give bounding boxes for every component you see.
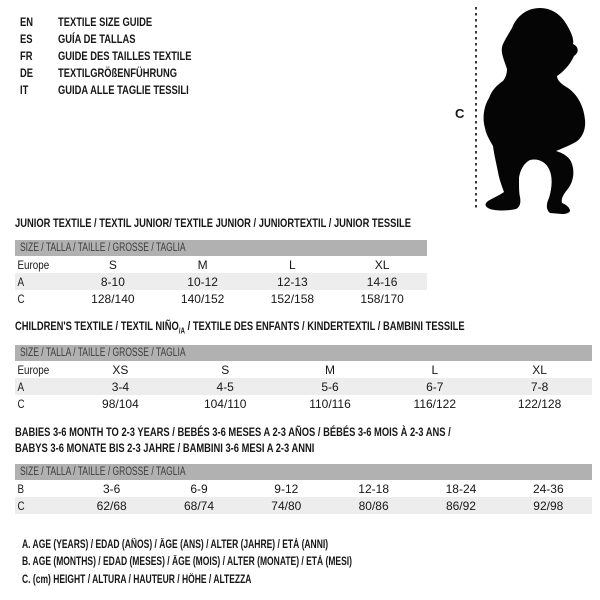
- row-label: A: [17, 379, 25, 394]
- size-cell: S: [221, 362, 230, 377]
- size-cell: 3-4: [111, 379, 130, 394]
- size-cell: 152/158: [270, 291, 315, 306]
- size-cell: S: [108, 257, 117, 272]
- size-cell: 14-16: [366, 274, 398, 289]
- size-cell: 7-8: [530, 379, 549, 394]
- row-label: Europe: [17, 257, 50, 272]
- lang-title: TEXTILE SIZE GUIDE: [58, 14, 153, 29]
- footnote-b-text: B. AGE (MONTHS) / EDAD (MESES) / ÂGE (MOIS) / ALTER (MONATE) / ETÀ (MESI): [22, 556, 352, 569]
- table-row: [15, 395, 592, 412]
- table-header: [15, 345, 592, 361]
- children-title-text: [15, 319, 465, 335]
- size-cell: 140/152: [180, 291, 225, 306]
- footnote-a: [22, 536, 468, 554]
- size-header-label: SIZE / TALLA / TAILLE / GRÖSSE / TAGLIA: [20, 242, 186, 254]
- row-label: C: [17, 498, 25, 513]
- lang-code: [20, 83, 58, 97]
- size-cell: 18-24: [445, 481, 477, 496]
- size-cell: 24-36: [532, 481, 564, 496]
- size-cell: 98/104: [102, 396, 139, 411]
- size-header-label: SIZE / TALLA / TAILLE / GRÖSSE / TAGLIA: [20, 466, 186, 478]
- children-size-table: [15, 345, 592, 412]
- table-row: [15, 361, 592, 378]
- size-figure: [450, 0, 600, 216]
- language-title-list: [20, 13, 229, 98]
- lang-row-en: [20, 13, 229, 30]
- size-cell: 74/80: [271, 498, 302, 513]
- size-cell: 122/128: [517, 396, 562, 411]
- size-cell: 116/122: [413, 396, 457, 411]
- children-title-post: / TEXTILE DES ENFANTS / KINDERTEXTIL / BAMBINI TESSILE: [185, 319, 465, 333]
- row-label: B: [17, 481, 25, 496]
- children-title-sub: /A: [178, 326, 186, 336]
- children-section-title: [15, 319, 591, 335]
- table-header: [15, 240, 427, 256]
- lang-title: GUIDE DES TAILLES TEXTILE: [58, 48, 192, 63]
- table-row: [15, 273, 427, 290]
- footnote-b: [22, 554, 468, 572]
- size-cell: 110/116: [309, 396, 351, 411]
- row-label: Europe: [17, 362, 50, 377]
- size-cell: 9-12: [274, 481, 299, 496]
- lang-row-fr: [20, 47, 229, 64]
- babies-title-line1: BABIES 3-6 MONTH TO 2-3 YEARS / BEBÉS 3-6 MESES A 2-3 AÑOS / BÉBÉS 3-6 MOIS À 2-3 ANS /: [15, 425, 451, 439]
- size-cell: M: [197, 257, 208, 272]
- table-row: [15, 497, 592, 514]
- lang-code-text: IT: [20, 82, 29, 97]
- lang-code-text: ES: [20, 31, 33, 46]
- size-cell: 104/110: [203, 396, 247, 411]
- size-cell: L: [289, 257, 296, 272]
- children-title-pre: CHILDREN'S TEXTILE / TEXTIL NIÑO: [15, 319, 179, 333]
- table-row: [15, 378, 592, 395]
- lang-code: [20, 49, 58, 63]
- footnote-a-text: A. AGE (YEARS) / EDAD (AÑOS) / ÂGE (ANS) / ALTER (JAHRE) / ETÀ (ANNI): [22, 538, 329, 551]
- junior-section-title: [15, 216, 523, 230]
- height-measure-label: C: [455, 106, 465, 121]
- size-cell: XL: [374, 257, 390, 272]
- lang-row-de: [20, 64, 229, 81]
- row-label: C: [17, 291, 25, 306]
- footnote-c: [22, 571, 468, 589]
- row-label: A: [17, 274, 25, 289]
- size-cell: L: [431, 362, 439, 377]
- size-cell: 128/140: [91, 291, 135, 306]
- size-cell: 86/92: [445, 498, 476, 513]
- size-cell: 62/68: [96, 498, 127, 513]
- table-header: [15, 464, 592, 480]
- size-cell: 8-10: [100, 274, 125, 289]
- lang-code: [20, 66, 58, 80]
- junior-size-table: [15, 240, 427, 307]
- size-cell: XS: [112, 362, 129, 377]
- lang-title: TEXTILGRÖßENFÜHRUNG: [58, 65, 178, 80]
- size-cell: 12-18: [358, 481, 389, 496]
- size-cell: 6-9: [190, 481, 208, 496]
- babies-title-line2: BABYS 3-6 MONATE BIS 2-3 JAHRE / BAMBINI 3-6 MESI A 2-3 ANNI: [15, 441, 315, 455]
- lang-code-text: DE: [20, 65, 34, 80]
- lang-title: GUIDA ALLE TAGLIE TESSILI: [58, 82, 189, 97]
- table-row: [15, 480, 592, 497]
- size-cell: 6-7: [426, 379, 444, 394]
- size-cell: XL: [532, 362, 547, 377]
- size-cell: 80/86: [358, 498, 389, 513]
- toddler-silhouette: [484, 8, 586, 214]
- table-row: [15, 256, 427, 273]
- lang-code-text: EN: [20, 14, 34, 29]
- lang-row-es: [20, 30, 229, 47]
- size-cell: 158/170: [360, 291, 404, 306]
- lang-row-it: [20, 81, 229, 98]
- size-cell: 3-6: [102, 481, 121, 496]
- row-label: C: [17, 396, 25, 411]
- footnotes-block: [22, 536, 468, 589]
- size-cell: 92/98: [533, 498, 564, 513]
- junior-title-text: JUNIOR TEXTILE / TEXTIL JUNIOR/ TEXTILE JUNIOR / JUNIORTEXTIL / JUNIOR TESSILE: [15, 216, 411, 230]
- size-cell: 4-5: [216, 379, 234, 394]
- table-row: [15, 290, 427, 307]
- footnote-c-text: C. (cm) HEIGHT / ALTURA / HAUTEUR / HÖHE / ALTEZZA: [22, 573, 252, 586]
- size-cell: 10-12: [187, 274, 218, 289]
- size-cell: 12-13: [277, 274, 308, 289]
- babies-size-table: [15, 464, 592, 514]
- size-cell: 68/74: [183, 498, 214, 513]
- lang-code-text: FR: [20, 48, 33, 63]
- lang-code: [20, 15, 58, 29]
- size-header-label: SIZE / TALLA / TAILLE / GRÖSSE / TAGLIA: [20, 347, 186, 359]
- size-cell: M: [324, 362, 335, 377]
- lang-code: [20, 32, 58, 46]
- babies-section-title: [15, 424, 574, 456]
- size-cell: 5-6: [321, 379, 339, 394]
- lang-title: GUÍA DE TALLAS: [58, 31, 136, 46]
